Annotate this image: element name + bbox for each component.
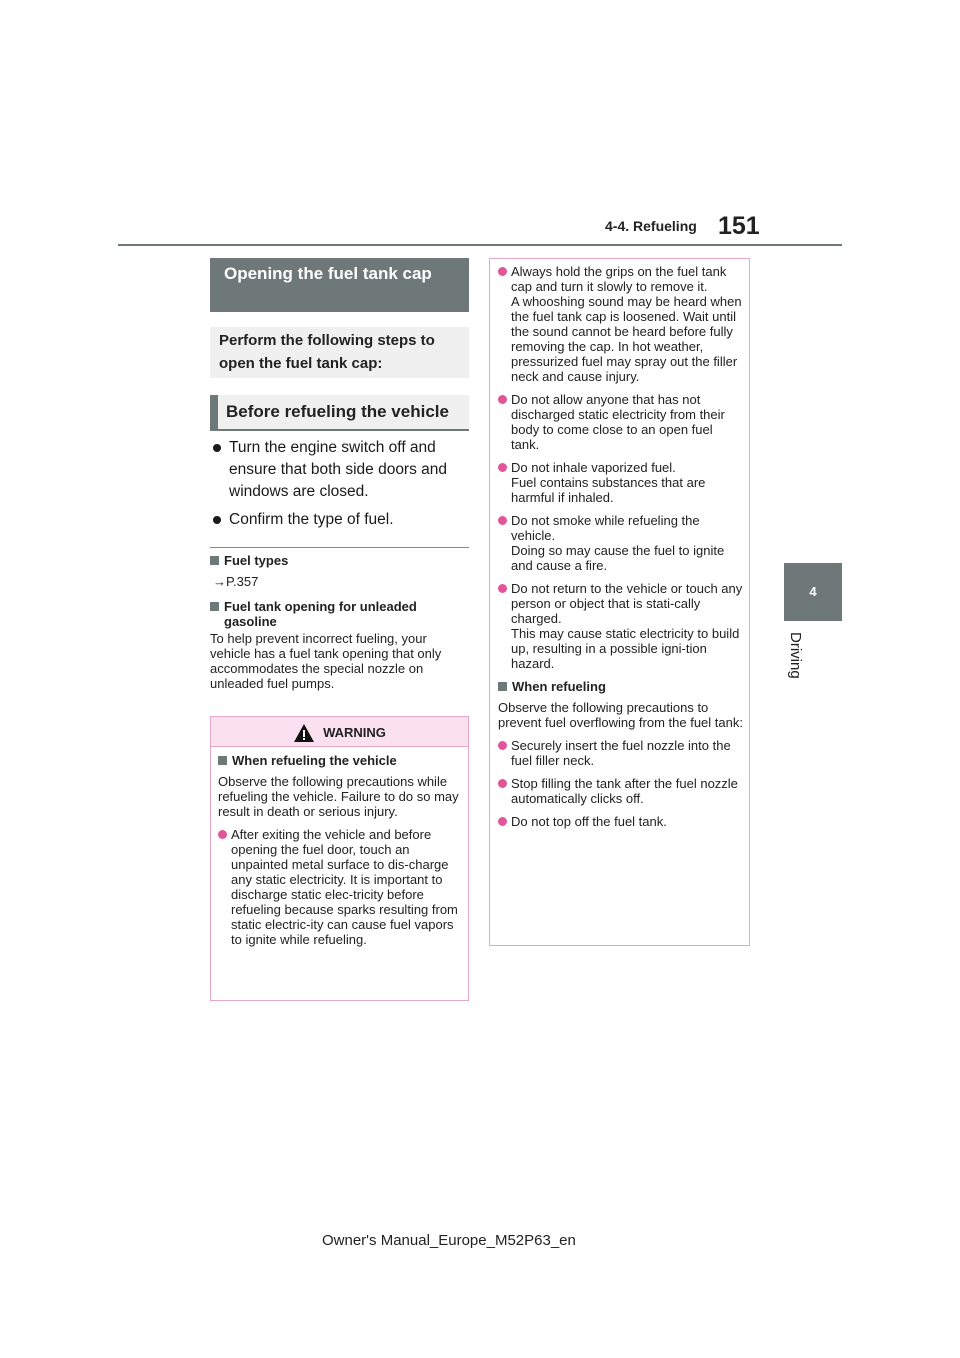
warning-item [218, 827, 462, 947]
warning-item [498, 814, 743, 829]
divider [210, 547, 469, 548]
bullet-icon [498, 779, 507, 788]
fuel-types-heading [210, 553, 469, 568]
warning-item [498, 776, 743, 806]
refueling-subtitle: When refueling [512, 679, 606, 694]
warning-item [498, 264, 743, 384]
warning-box-continued [489, 258, 750, 946]
bullet-icon [498, 516, 507, 525]
warning-item [498, 513, 743, 573]
bullet-icon [498, 463, 507, 472]
footer-text: Owner's Manual_Europe_M52P63_en [322, 1232, 576, 1249]
chapter-label: Driving [787, 632, 804, 679]
warning-item-text: Always hold the grips on the fuel tank cap and turn it slowly to remove it. A whooshing sound may be heard when the fuel tank cap is loosened. Wait until the sound cannot be heard before fully removing the cap. In hot weather, pressurized fuel may spray out the filler neck and cause injury. [511, 264, 742, 384]
warning-item-text: Securely insert the fuel nozzle into the fuel filler neck. [511, 738, 731, 768]
list-item-text: Turn the engine switch off and ensure that both side doors and windows are closed. [229, 439, 448, 500]
tank-opening-title: Fuel tank opening for unleaded gasoline [224, 599, 417, 629]
warning-item [498, 738, 743, 768]
page-number: 151 [718, 212, 760, 240]
warning-item-text: Do not top off the fuel tank. [511, 814, 667, 829]
tank-opening-heading [210, 599, 469, 629]
warning-item-text: Do not allow anyone that has not discharged static electricity from their body to come close to an open fuel tank. [511, 392, 725, 452]
list-item [212, 437, 469, 503]
bullet-icon [213, 444, 221, 452]
warning-item-text: After exiting the vehicle and before opening the fuel door, touch an unpainted metal surface to dis-charge any static electricity. It is important to discharge static elec-tricity before refueling because sparks resulting from static electric-ity can cause fuel vapors to ignite while refueling. [231, 827, 458, 947]
bullet-icon [498, 267, 507, 276]
refueling-subheading [498, 679, 743, 694]
warning-box [210, 716, 469, 1001]
warning-intro: Observe the following precautions while refueling the vehicle. Failure to do so may result in death or serious injury. [218, 774, 459, 819]
header-section-title: 4-4. Refueling [605, 218, 697, 234]
fuel-types-title: Fuel types [224, 553, 289, 568]
bullet-icon [213, 516, 221, 524]
warning-item [498, 581, 743, 671]
square-bullet-icon [210, 602, 219, 611]
chapter-tab: 4 [784, 563, 842, 621]
section-intro: Perform the following steps to open the fuel tank cap: [210, 327, 469, 378]
tank-opening-text: To help prevent incorrect fueling, your vehicle has a fuel tank opening that only accommodates the special nozzle on unleaded fuel pumps. [210, 631, 442, 691]
list-item [212, 509, 469, 531]
warning-title: WARNING [323, 725, 386, 740]
warning-content [211, 747, 468, 947]
warning-triangle-icon [293, 723, 315, 754]
warning-item-text: Do not inhale vaporized fuel. Fuel contains substances that are harmful if inhaled. [511, 460, 706, 505]
warning-item-text: Do not smoke while refueling the vehicle. Doing so may cause the fuel to ignite and cause a fire. [511, 513, 725, 573]
fuel-info [210, 553, 469, 691]
section-heading: Opening the fuel tank cap [210, 258, 469, 312]
list-item-text: Confirm the type of fuel. [229, 511, 394, 528]
warning-item [498, 392, 743, 452]
square-bullet-icon [498, 682, 507, 691]
subsection-heading: Before refueling the vehicle [210, 395, 469, 431]
warning-subtitle: When refueling the vehicle [232, 753, 397, 768]
warning-item [498, 460, 743, 505]
step-list [212, 437, 469, 537]
warning-subheading [218, 753, 462, 768]
page-reference-link[interactable]: →P.357 [213, 574, 259, 589]
square-bullet-icon [218, 756, 227, 765]
bullet-icon [498, 584, 507, 593]
warning-header [211, 717, 468, 747]
refueling-intro: Observe the following precautions to prevent fuel overflowing from the fuel tank: [498, 700, 743, 730]
header-divider [118, 244, 842, 246]
bullet-icon [498, 395, 507, 404]
warning-item-text: Stop filling the tank after the fuel nozzle automatically clicks off. [511, 776, 738, 806]
bullet-icon [498, 817, 507, 826]
warning-item-text: Do not return to the vehicle or touch any person or object that is stati-cally charged. This may cause static electricity to build up, resulting in a possible igni-tion hazard. [511, 581, 743, 671]
bullet-icon [218, 830, 227, 839]
bullet-icon [498, 741, 507, 750]
square-bullet-icon [210, 556, 219, 565]
